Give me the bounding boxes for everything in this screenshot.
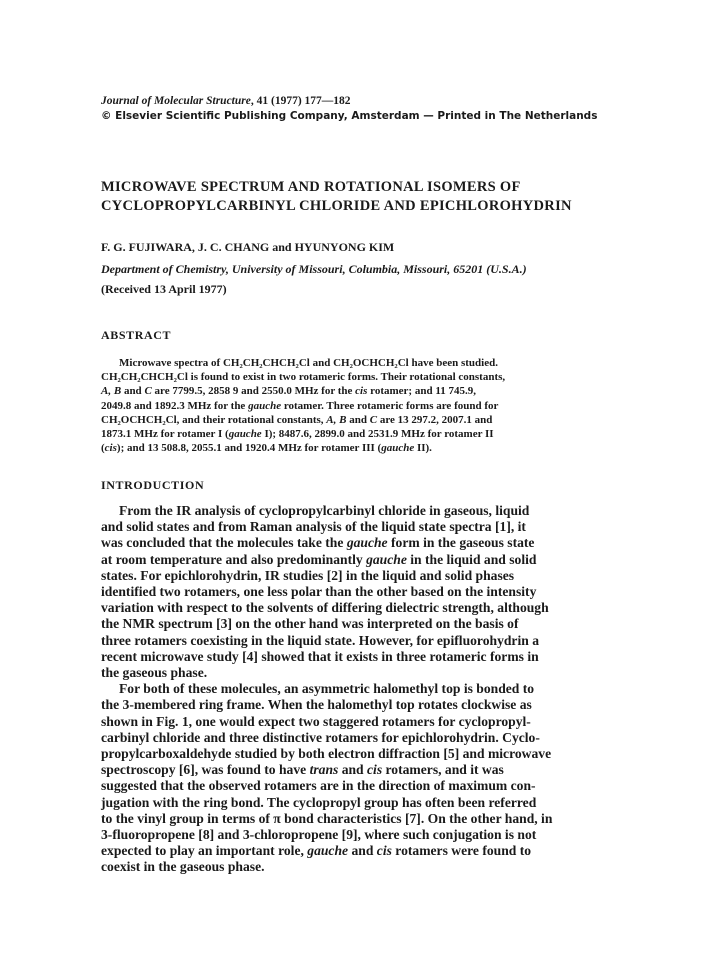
abstract-line: CH₂CH₂CHCH₂Cl is found to exist in two rotameric forms. Their rotational constants, (101, 371, 506, 384)
intro-line: jugation with the ring bond. The cyclopropyl group has often been referred (101, 794, 537, 810)
received-date: (Received 13 April 1977) (101, 282, 227, 296)
intro-line: the 3-membered ring frame. When the halomethyl top rotates clockwise as (101, 697, 532, 713)
abstract-heading: ABSTRACT (101, 328, 172, 342)
intro-line: three rotamers coexisting in the liquid state. However, for epifluorohydrin a (101, 632, 539, 648)
intro-line: From the IR analysis of cyclopropylcarbinyl chloride in gaseous, liquid (119, 503, 530, 518)
abstract-line: Microwave spectra of CH₂CH₂CHCH₂Cl and CH₂OCHCH₂Cl have been studied. (119, 357, 498, 369)
intro-line: shown in Fig. 1, one would expect two staggered rotamers for cyclopropyl- (101, 713, 531, 729)
affiliation: Department of Chemistry, University of Missouri, Columbia, Missouri, 65201 (U.S.A.) (101, 262, 527, 276)
abstract-line: 2049.8 and 1892.3 MHz for the gauche rotamer. Three rotameric forms are found for (101, 399, 499, 412)
intro-line: states. For epichlorohydrin, IR studies [2] in the liquid and solid phases (101, 567, 515, 583)
abstract-text (101, 356, 621, 455)
intro-line: variation with respect to the solvents of differing dielectric strength, although (101, 600, 549, 616)
abstract-line: A, B and C are 7799.5, 2858 9 and 2550.0 MHz for the cis rotamer; and 11 745.9, (101, 385, 476, 398)
intro-line: at room temperature and also predominantly gauche in the liquid and solid (101, 551, 537, 567)
intro-line: the gaseous phase. (101, 665, 208, 681)
abstract-line: (cis); and 13 508.8, 2055.1 and 1920.4 MHz for rotamer III (gauche II). (101, 442, 432, 455)
intro-line: For both of these molecules, an asymmetric halomethyl top is bonded to (119, 681, 535, 697)
abstract-line: 1873.1 MHz for rotamer I (gauche I); 8487.6, 2899.0 and 2531.9 MHz for rotamer II (101, 428, 494, 441)
intro-line: was concluded that the molecules take the gauche form in the gaseous state (101, 535, 535, 551)
intro-line: expected to play an important role, gauche and cis rotamers were found to (101, 843, 532, 859)
intro-line: 3-fluoropropene [8] and 3-chloropropene [9], where such conjugation is not (101, 827, 537, 843)
intro-line: identified two rotamers, one less polar than the other based on the intensity (101, 584, 537, 600)
intro-line: to the vinyl group in terms of π bond characteristics [7]. On the other hand, in (101, 810, 553, 826)
journal-citation-line (101, 94, 597, 109)
intro-line: propylcarboxaldehyde studied by both electron diffraction [5] and microwave (101, 746, 552, 762)
publisher-line: © Elsevier Scientific Publishing Company, Amsterdam — Printed in The Netherlands (101, 110, 598, 122)
intro-line: and solid states and from Raman analysis of the liquid state spectra [1], it (101, 519, 526, 535)
intro-line: recent microwave study [4] showed that it exists in three rotameric forms in (101, 648, 539, 664)
paper-title (101, 178, 572, 216)
abstract-line: CH₂OCHCH₂Cl, and their rotational constants, A, B and C are 13 297.2, 2007.1 and (101, 413, 493, 426)
introduction-text (101, 503, 631, 876)
author-list: F. G. FUJIWARA, J. C. CHANG and HYUNYONG KIM (101, 240, 395, 254)
journal-header (101, 94, 597, 124)
intro-line: spectroscopy [6], was found to have trans and cis rotamers, and it was (101, 762, 504, 778)
journal-name: Journal of Molecular Structure (101, 95, 251, 107)
intro-line: carbinyl chloride and three distinctive rotamers for epichlorohydrin. Cyclo- (101, 729, 540, 745)
introduction-heading: INTRODUCTION (101, 478, 205, 492)
intro-line: coexist in the gaseous phase. (101, 859, 265, 875)
intro-line: the NMR spectrum [3] on the other hand was interpreted on the basis of (101, 616, 519, 632)
intro-line: suggested that the observed rotamers are in the direction of maximum con- (101, 778, 536, 794)
title-line-2: CYCLOPROPYLCARBINYL CHLORIDE AND EPICHLOROHYDRIN (101, 198, 572, 214)
title-line-1: MICROWAVE SPECTRUM AND ROTATIONAL ISOMERS OF (101, 179, 521, 195)
journal-volume-pages: , 41 (1977) 177—182 (250, 95, 351, 107)
